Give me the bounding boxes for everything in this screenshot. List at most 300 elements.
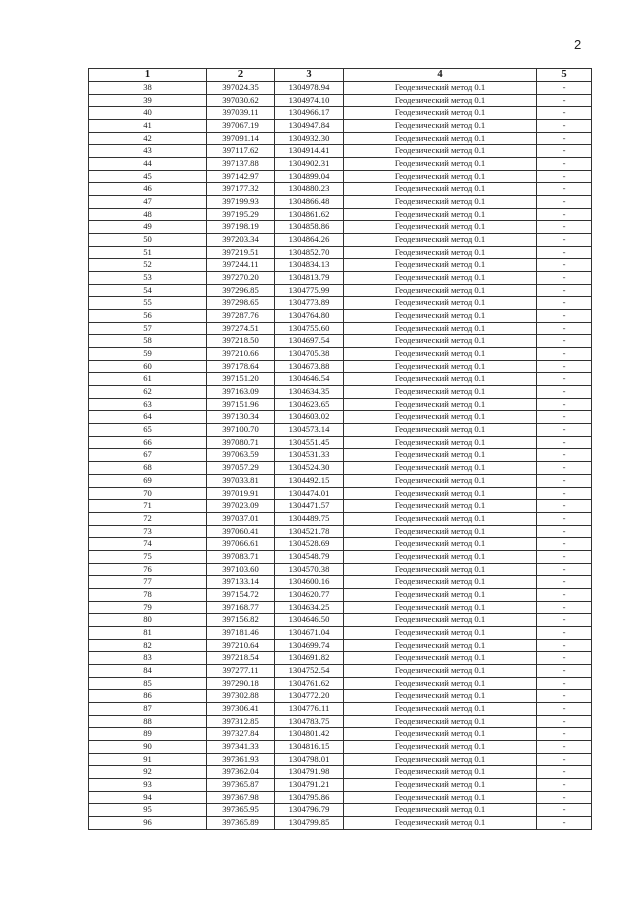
point-number-cell: 68 [89,462,207,475]
x-coordinate-cell: 397198.19 [207,221,275,234]
point-number-cell: 67 [89,449,207,462]
method-cell: Геодезический метод 0.1 [344,614,537,627]
method-cell: Геодезический метод 0.1 [344,322,537,335]
table-header-row [89,69,592,82]
table-row [89,132,592,145]
table-row [89,272,592,285]
table-row [89,424,592,437]
column-header: 4 [344,69,537,82]
x-coordinate-cell: 397057.29 [207,462,275,475]
note-cell: - [537,816,592,829]
y-coordinate-cell: 1304966.17 [275,107,344,120]
x-coordinate-cell: 397130.34 [207,411,275,424]
y-coordinate-cell: 1304671.04 [275,626,344,639]
x-coordinate-cell: 397218.54 [207,652,275,665]
x-coordinate-cell: 397298.65 [207,297,275,310]
y-coordinate-cell: 1304489.75 [275,512,344,525]
y-coordinate-cell: 1304764.80 [275,310,344,323]
note-cell: - [537,512,592,525]
method-cell: Геодезический метод 0.1 [344,677,537,690]
method-cell: Геодезический метод 0.1 [344,234,537,247]
x-coordinate-cell: 397177.32 [207,183,275,196]
note-cell: - [537,778,592,791]
method-cell: Геодезический метод 0.1 [344,158,537,171]
y-coordinate-cell: 1304772.20 [275,690,344,703]
y-coordinate-cell: 1304528.69 [275,538,344,551]
point-number-cell: 84 [89,664,207,677]
method-cell: Геодезический метод 0.1 [344,753,537,766]
point-number-cell: 39 [89,94,207,107]
table-row [89,677,592,690]
point-number-cell: 53 [89,272,207,285]
x-coordinate-cell: 397210.66 [207,348,275,361]
method-cell: Геодезический метод 0.1 [344,728,537,741]
note-cell: - [537,360,592,373]
y-coordinate-cell: 1304603.02 [275,411,344,424]
table-row [89,550,592,563]
table-row [89,664,592,677]
point-number-cell: 51 [89,246,207,259]
note-cell: - [537,601,592,614]
y-coordinate-cell: 1304813.79 [275,272,344,285]
note-cell: - [537,424,592,437]
y-coordinate-cell: 1304524.30 [275,462,344,475]
method-cell: Геодезический метод 0.1 [344,246,537,259]
point-number-cell: 44 [89,158,207,171]
table-row [89,563,592,576]
y-coordinate-cell: 1304799.85 [275,816,344,829]
x-coordinate-cell: 397365.95 [207,804,275,817]
point-number-cell: 85 [89,677,207,690]
x-coordinate-cell: 397024.35 [207,82,275,95]
method-cell: Геодезический метод 0.1 [344,740,537,753]
table-row [89,82,592,95]
method-cell: Геодезический метод 0.1 [344,335,537,348]
point-number-cell: 95 [89,804,207,817]
method-cell: Геодезический метод 0.1 [344,588,537,601]
x-coordinate-cell: 397080.71 [207,436,275,449]
x-coordinate-cell: 397277.11 [207,664,275,677]
method-cell: Геодезический метод 0.1 [344,145,537,158]
note-cell: - [537,753,592,766]
table-row [89,753,592,766]
x-coordinate-cell: 397154.72 [207,588,275,601]
point-number-cell: 50 [89,234,207,247]
point-number-cell: 83 [89,652,207,665]
method-cell: Геодезический метод 0.1 [344,82,537,95]
point-number-cell: 86 [89,690,207,703]
point-number-cell: 89 [89,728,207,741]
table-row [89,348,592,361]
method-cell: Геодезический метод 0.1 [344,804,537,817]
y-coordinate-cell: 1304521.78 [275,525,344,538]
method-cell: Геодезический метод 0.1 [344,715,537,728]
table-row [89,107,592,120]
y-coordinate-cell: 1304474.01 [275,487,344,500]
note-cell: - [537,652,592,665]
note-cell: - [537,538,592,551]
method-cell: Геодезический метод 0.1 [344,386,537,399]
point-number-cell: 87 [89,702,207,715]
point-number-cell: 49 [89,221,207,234]
table-row [89,702,592,715]
method-cell: Геодезический метод 0.1 [344,170,537,183]
note-cell: - [537,196,592,209]
table-row [89,715,592,728]
table-body [89,82,592,830]
method-cell: Геодезический метод 0.1 [344,462,537,475]
table-row [89,816,592,829]
table-row [89,360,592,373]
point-number-cell: 73 [89,525,207,538]
x-coordinate-cell: 397327.84 [207,728,275,741]
y-coordinate-cell: 1304864.26 [275,234,344,247]
method-cell: Геодезический метод 0.1 [344,449,537,462]
y-coordinate-cell: 1304634.25 [275,601,344,614]
x-coordinate-cell: 397181.46 [207,626,275,639]
point-number-cell: 61 [89,373,207,386]
method-cell: Геодезический метод 0.1 [344,500,537,513]
y-coordinate-cell: 1304570.38 [275,563,344,576]
point-number-cell: 94 [89,791,207,804]
note-cell: - [537,588,592,601]
point-number-cell: 52 [89,259,207,272]
note-cell: - [537,373,592,386]
method-cell: Геодезический метод 0.1 [344,310,537,323]
y-coordinate-cell: 1304699.74 [275,639,344,652]
note-cell: - [537,715,592,728]
method-cell: Геодезический метод 0.1 [344,626,537,639]
x-coordinate-cell: 397244.11 [207,259,275,272]
table-row [89,791,592,804]
table-row [89,398,592,411]
method-cell: Геодезический метод 0.1 [344,94,537,107]
point-number-cell: 46 [89,183,207,196]
method-cell: Геодезический метод 0.1 [344,538,537,551]
method-cell: Геодезический метод 0.1 [344,791,537,804]
x-coordinate-cell: 397365.89 [207,816,275,829]
method-cell: Геодезический метод 0.1 [344,348,537,361]
method-cell: Геодезический метод 0.1 [344,664,537,677]
method-cell: Геодезический метод 0.1 [344,474,537,487]
x-coordinate-cell: 397312.85 [207,715,275,728]
note-cell: - [537,158,592,171]
method-cell: Геодезический метод 0.1 [344,221,537,234]
point-number-cell: 48 [89,208,207,221]
page-number: 2 [574,37,582,52]
y-coordinate-cell: 1304776.11 [275,702,344,715]
point-number-cell: 81 [89,626,207,639]
method-cell: Геодезический метод 0.1 [344,424,537,437]
point-number-cell: 90 [89,740,207,753]
table-row [89,297,592,310]
table-row [89,310,592,323]
table-row [89,740,592,753]
y-coordinate-cell: 1304791.21 [275,778,344,791]
point-number-cell: 80 [89,614,207,627]
y-coordinate-cell: 1304691.82 [275,652,344,665]
note-cell: - [537,259,592,272]
column-header: 2 [207,69,275,82]
table-row [89,601,592,614]
table-row [89,120,592,133]
note-cell: - [537,221,592,234]
note-cell: - [537,436,592,449]
point-number-cell: 93 [89,778,207,791]
point-number-cell: 79 [89,601,207,614]
table-row [89,449,592,462]
note-cell: - [537,487,592,500]
y-coordinate-cell: 1304548.79 [275,550,344,563]
table-row [89,246,592,259]
x-coordinate-cell: 397023.09 [207,500,275,513]
x-coordinate-cell: 397365.87 [207,778,275,791]
y-coordinate-cell: 1304796.79 [275,804,344,817]
note-cell: - [537,702,592,715]
table-row [89,538,592,551]
point-number-cell: 82 [89,639,207,652]
x-coordinate-cell: 397039.11 [207,107,275,120]
x-coordinate-cell: 397367.98 [207,791,275,804]
y-coordinate-cell: 1304492.15 [275,474,344,487]
x-coordinate-cell: 397083.71 [207,550,275,563]
point-number-cell: 62 [89,386,207,399]
x-coordinate-cell: 397030.62 [207,94,275,107]
y-coordinate-cell: 1304673.88 [275,360,344,373]
point-number-cell: 60 [89,360,207,373]
point-number-cell: 76 [89,563,207,576]
y-coordinate-cell: 1304773.89 [275,297,344,310]
table-row [89,487,592,500]
table-row [89,639,592,652]
x-coordinate-cell: 397362.04 [207,766,275,779]
table-row [89,728,592,741]
x-coordinate-cell: 397019.91 [207,487,275,500]
method-cell: Геодезический метод 0.1 [344,373,537,386]
y-coordinate-cell: 1304834.13 [275,259,344,272]
point-number-cell: 77 [89,576,207,589]
y-coordinate-cell: 1304866.48 [275,196,344,209]
x-coordinate-cell: 397151.96 [207,398,275,411]
table-row [89,94,592,107]
x-coordinate-cell: 397060.41 [207,525,275,538]
table-row [89,158,592,171]
x-coordinate-cell: 397219.51 [207,246,275,259]
y-coordinate-cell: 1304620.77 [275,588,344,601]
note-cell: - [537,550,592,563]
table-row [89,462,592,475]
method-cell: Геодезический метод 0.1 [344,297,537,310]
table-row [89,234,592,247]
note-cell: - [537,462,592,475]
y-coordinate-cell: 1304755.60 [275,322,344,335]
y-coordinate-cell: 1304791.98 [275,766,344,779]
x-coordinate-cell: 397066.61 [207,538,275,551]
note-cell: - [537,804,592,817]
column-header: 3 [275,69,344,82]
table-row [89,221,592,234]
y-coordinate-cell: 1304573.14 [275,424,344,437]
x-coordinate-cell: 397296.85 [207,284,275,297]
method-cell: Геодезический метод 0.1 [344,639,537,652]
point-number-cell: 45 [89,170,207,183]
point-number-cell: 78 [89,588,207,601]
note-cell: - [537,398,592,411]
note-cell: - [537,386,592,399]
note-cell: - [537,145,592,158]
y-coordinate-cell: 1304752.54 [275,664,344,677]
method-cell: Геодезический метод 0.1 [344,690,537,703]
table-row [89,411,592,424]
point-number-cell: 63 [89,398,207,411]
table-row [89,322,592,335]
method-cell: Геодезический метод 0.1 [344,778,537,791]
note-cell: - [537,766,592,779]
note-cell: - [537,728,592,741]
table-row [89,588,592,601]
note-cell: - [537,348,592,361]
note-cell: - [537,322,592,335]
point-number-cell: 64 [89,411,207,424]
y-coordinate-cell: 1304902.31 [275,158,344,171]
point-number-cell: 59 [89,348,207,361]
point-number-cell: 69 [89,474,207,487]
x-coordinate-cell: 397199.93 [207,196,275,209]
table-row [89,690,592,703]
note-cell: - [537,208,592,221]
x-coordinate-cell: 397137.88 [207,158,275,171]
point-number-cell: 55 [89,297,207,310]
table-row [89,576,592,589]
x-coordinate-cell: 397361.93 [207,753,275,766]
method-cell: Геодезический метод 0.1 [344,411,537,424]
note-cell: - [537,639,592,652]
x-coordinate-cell: 397103.60 [207,563,275,576]
note-cell: - [537,335,592,348]
note-cell: - [537,82,592,95]
point-number-cell: 58 [89,335,207,348]
table-row [89,196,592,209]
y-coordinate-cell: 1304634.35 [275,386,344,399]
table-row [89,170,592,183]
table-row [89,208,592,221]
table-row [89,259,592,272]
column-header: 1 [89,69,207,82]
table-row [89,626,592,639]
y-coordinate-cell: 1304697.54 [275,335,344,348]
x-coordinate-cell: 397063.59 [207,449,275,462]
table-row [89,335,592,348]
point-number-cell: 96 [89,816,207,829]
note-cell: - [537,272,592,285]
x-coordinate-cell: 397033.81 [207,474,275,487]
x-coordinate-cell: 397168.77 [207,601,275,614]
method-cell: Геодезический метод 0.1 [344,436,537,449]
note-cell: - [537,310,592,323]
note-cell: - [537,183,592,196]
y-coordinate-cell: 1304858.86 [275,221,344,234]
x-coordinate-cell: 397210.64 [207,639,275,652]
y-coordinate-cell: 1304974.10 [275,94,344,107]
method-cell: Геодезический метод 0.1 [344,196,537,209]
x-coordinate-cell: 397091.14 [207,132,275,145]
table-row [89,652,592,665]
note-cell: - [537,170,592,183]
y-coordinate-cell: 1304795.86 [275,791,344,804]
note-cell: - [537,664,592,677]
note-cell: - [537,234,592,247]
method-cell: Геодезический метод 0.1 [344,259,537,272]
table-row [89,500,592,513]
x-coordinate-cell: 397218.50 [207,335,275,348]
method-cell: Геодезический метод 0.1 [344,107,537,120]
y-coordinate-cell: 1304914.41 [275,145,344,158]
method-cell: Геодезический метод 0.1 [344,360,537,373]
y-coordinate-cell: 1304880.23 [275,183,344,196]
note-cell: - [537,626,592,639]
point-number-cell: 57 [89,322,207,335]
y-coordinate-cell: 1304471.57 [275,500,344,513]
point-number-cell: 71 [89,500,207,513]
point-number-cell: 65 [89,424,207,437]
point-number-cell: 42 [89,132,207,145]
coordinates-table [88,68,592,830]
point-number-cell: 91 [89,753,207,766]
note-cell: - [537,740,592,753]
note-cell: - [537,132,592,145]
x-coordinate-cell: 397287.76 [207,310,275,323]
y-coordinate-cell: 1304783.75 [275,715,344,728]
y-coordinate-cell: 1304646.50 [275,614,344,627]
point-number-cell: 70 [89,487,207,500]
note-cell: - [537,246,592,259]
point-number-cell: 38 [89,82,207,95]
note-cell: - [537,94,592,107]
table-row [89,183,592,196]
table-row [89,525,592,538]
y-coordinate-cell: 1304761.62 [275,677,344,690]
table-row [89,145,592,158]
table-row [89,436,592,449]
table-row [89,614,592,627]
x-coordinate-cell: 397163.09 [207,386,275,399]
note-cell: - [537,791,592,804]
table-row [89,373,592,386]
point-number-cell: 66 [89,436,207,449]
method-cell: Геодезический метод 0.1 [344,183,537,196]
x-coordinate-cell: 397178.64 [207,360,275,373]
table-row [89,512,592,525]
x-coordinate-cell: 397302.88 [207,690,275,703]
note-cell: - [537,411,592,424]
method-cell: Геодезический метод 0.1 [344,272,537,285]
table-row [89,474,592,487]
note-cell: - [537,563,592,576]
method-cell: Геодезический метод 0.1 [344,550,537,563]
method-cell: Геодезический метод 0.1 [344,816,537,829]
note-cell: - [537,690,592,703]
y-coordinate-cell: 1304801.42 [275,728,344,741]
point-number-cell: 75 [89,550,207,563]
point-number-cell: 56 [89,310,207,323]
note-cell: - [537,576,592,589]
point-number-cell: 40 [89,107,207,120]
method-cell: Геодезический метод 0.1 [344,601,537,614]
y-coordinate-cell: 1304932.30 [275,132,344,145]
table-row [89,804,592,817]
table-row [89,284,592,297]
y-coordinate-cell: 1304861.62 [275,208,344,221]
